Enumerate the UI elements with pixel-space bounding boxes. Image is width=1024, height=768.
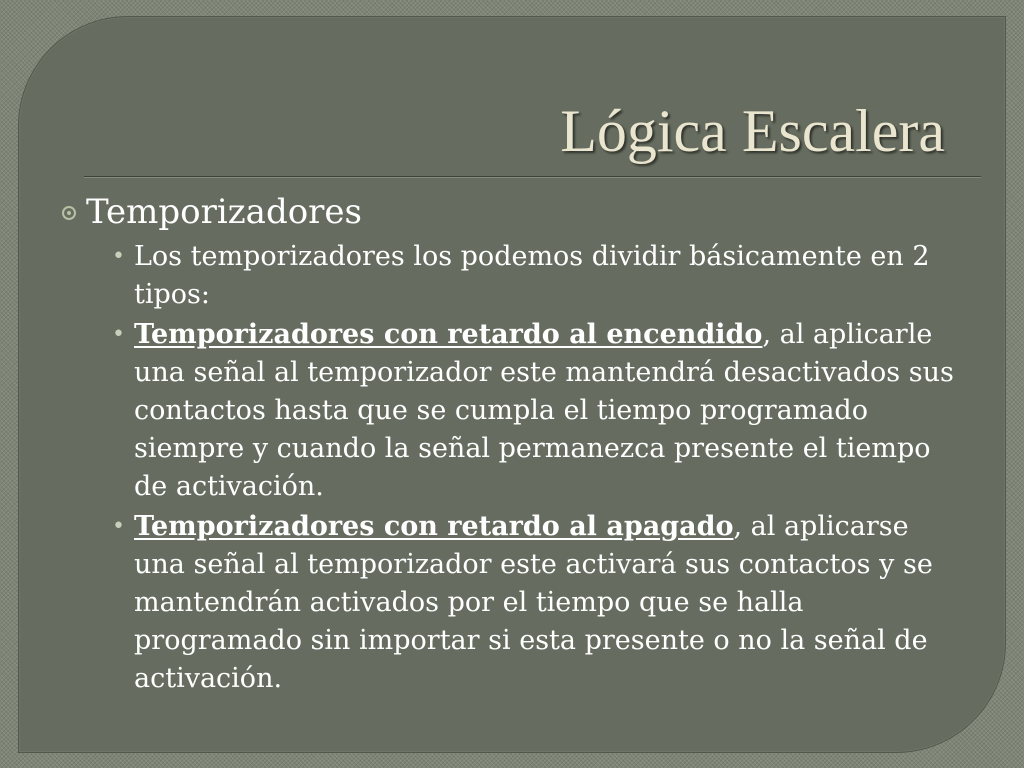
bullet-dot-icon: •	[112, 514, 125, 539]
bullet-item	[108, 238, 962, 314]
level1-item	[62, 190, 962, 234]
bullet-list	[62, 238, 962, 698]
bullet-text: , al aplicarle una señal al temporizador este mantendrá desactivados sus contactos hasta que se cumpla el tiempo programado siempre y cuando la señal permanezca presente el tiempo de activación.	[134, 319, 954, 502]
title-divider	[84, 176, 981, 178]
section-heading: Temporizadores	[86, 192, 363, 232]
bullet-term: Temporizadores con retardo al apagado	[134, 511, 734, 542]
bullet-item	[108, 508, 962, 698]
slide-title: Lógica Escalera	[560, 98, 945, 164]
bullet-item	[108, 316, 962, 506]
bullet-dot-icon: •	[112, 244, 125, 269]
slide-content	[62, 190, 962, 700]
bullet-text: Los temporizadores los podemos dividir básicamente en 2 tipos:	[134, 241, 930, 310]
bullet-dot-icon: •	[112, 322, 125, 347]
bullet-text: , al aplicarse una señal al temporizador este activará sus contactos y se mantendrán activados por el tiempo que se halla programado sin importar si esta presente o no la señal de activación.	[134, 511, 933, 694]
bullet-term: Temporizadores con retardo al encendido	[134, 319, 763, 350]
circle-bullet-icon	[62, 206, 76, 220]
